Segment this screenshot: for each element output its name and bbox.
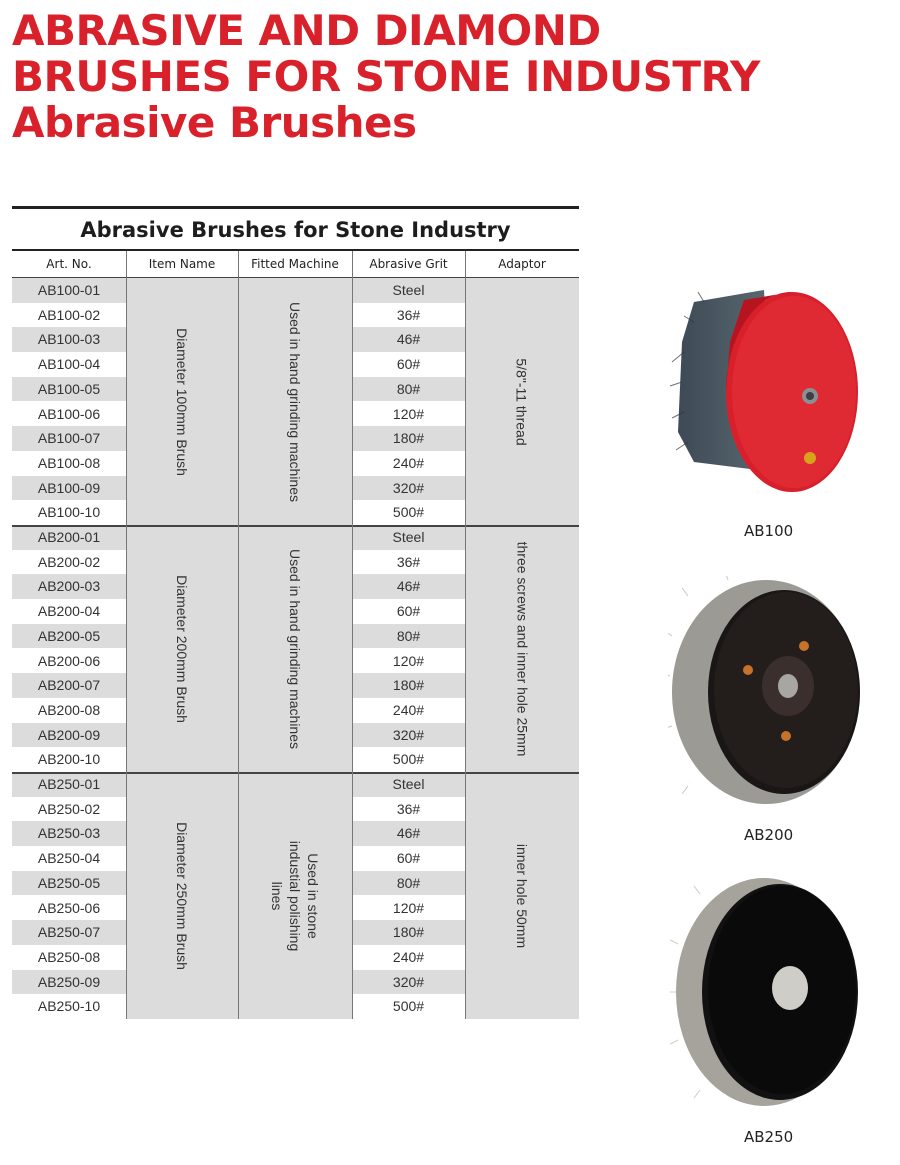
grit-cell: 320# [392,973,425,990]
product-photo-ab100 [664,282,864,504]
ab250-brush-image [670,874,864,1110]
art-no-cell: AB100-07 [37,430,101,447]
grit-cell: 80# [396,874,421,891]
column-header: Abrasive Grit [369,257,448,271]
art-no-cell: AB200-05 [37,627,101,644]
grit-cell: 320# [392,479,425,496]
adaptor-cell-text: three screws and inner hole 25mm [514,541,530,756]
column-divider [238,251,239,1019]
art-no-cell: AB200-10 [37,751,101,768]
art-no-cell: AB200-08 [37,701,101,718]
item-name-cell [126,525,238,772]
art-no-cell: AB100-06 [37,405,101,422]
art-no-cell: AB250-04 [37,850,101,867]
art-no-cell: AB100-03 [37,331,101,348]
art-no-cell: AB200-03 [37,578,101,595]
item-name-cell [126,278,238,525]
grit-cell: 240# [392,454,425,471]
column-header: Adaptor [498,257,546,271]
grit-cell: 36# [396,306,421,323]
adaptor-cell-text: 5/8"-11 thread [514,357,530,446]
grit-cell: 46# [396,578,421,595]
fitted-machine-cell-text: Used in hand grinding machines [287,301,304,502]
grit-cell: 36# [396,800,421,817]
caption-ab200: AB200 [744,826,794,844]
grit-cell: 80# [396,627,421,644]
fitted-machine-cell [238,525,352,772]
art-no-cell: AB200-07 [37,677,101,694]
grit-cell: 180# [392,924,425,941]
adaptor-cell-text: inner hole 50mm [514,843,530,948]
art-no-cell: AB250-02 [37,800,101,817]
title-line-2: BRUSHES FOR STONE INDUSTRY [12,52,760,101]
art-no-cell: AB250-01 [37,776,101,792]
grit-cell: Steel [392,776,425,792]
art-no-cell: AB250-07 [37,924,101,941]
item-name-cell-text: Diameter 200mm Brush [174,574,191,723]
art-no-cell: AB100-02 [37,306,101,323]
grit-cell: 320# [392,726,425,743]
title-line-1: ABRASIVE AND DIAMOND [12,6,601,55]
art-no-cell: AB250-05 [37,874,101,891]
art-no-cell: AB250-03 [37,825,101,842]
column-divider [126,251,127,1019]
art-no-cell: AB100-08 [37,454,101,471]
grit-cell: 120# [392,405,425,422]
art-no-cell: AB200-02 [37,553,101,570]
art-no-cell: AB200-06 [37,652,101,669]
grit-cell: 240# [392,701,425,718]
fitted-machine-cell [238,772,352,1019]
grit-cell: 500# [392,998,425,1015]
caption-ab100: AB100 [744,522,794,540]
art-no-cell: AB200-09 [37,726,101,743]
grit-cell: Steel [392,282,425,298]
grit-cell: 240# [392,948,425,965]
column-divider [352,251,353,1019]
art-no-cell: AB200-04 [37,603,101,620]
grit-cell: 60# [396,356,421,373]
adaptor-cell [465,278,579,525]
art-no-cell: AB100-05 [37,380,101,397]
column-divider [465,251,466,1019]
product-photo-ab200 [668,576,868,808]
grit-cell: 120# [392,899,425,916]
ab200-brush-image [668,576,868,808]
product-photo-ab250 [670,874,864,1110]
grit-cell: 500# [392,751,425,768]
grit-cell: 120# [392,652,425,669]
column-header: Fitted Machine [251,257,339,271]
table-title: Abrasive Brushes for Stone Industry [80,218,511,242]
grit-cell: 180# [392,430,425,447]
grit-cell: 80# [396,380,421,397]
grit-cell: 500# [392,504,425,521]
fitted-machine-cell-text: Used in hand grinding machines [287,548,304,749]
grit-cell: Steel [392,529,425,545]
art-no-cell: AB100-01 [37,282,101,298]
column-header: Art. No. [46,257,92,271]
page-header [12,8,872,146]
art-no-cell: AB250-06 [37,899,101,916]
grit-cell: 36# [396,553,421,570]
title-line-3: Abrasive Brushes [12,98,417,147]
grit-cell: 60# [396,603,421,620]
table-grid [12,251,579,1071]
item-name-cell-text: Diameter 100mm Brush [174,327,191,476]
grit-cell: 60# [396,850,421,867]
grit-cell: 180# [392,677,425,694]
art-no-cell: AB200-01 [37,529,101,545]
grit-cell: 46# [396,331,421,348]
item-name-cell-text: Diameter 250mm Brush [174,821,191,970]
adaptor-cell [465,525,579,772]
fitted-machine-cell [238,278,352,525]
ab100-brush-image [664,282,864,504]
column-header: Item Name [148,257,216,271]
art-no-cell: AB250-08 [37,948,101,965]
adaptor-cell [465,772,579,1019]
art-no-cell: AB250-10 [37,998,101,1015]
art-no-cell: AB100-04 [37,356,101,373]
product-table [12,206,579,1071]
caption-ab250: AB250 [744,1128,794,1146]
fitted-machine-cell-text: Used in stone industial polishing lines [269,840,321,951]
art-no-cell: AB250-09 [37,973,101,990]
art-no-cell: AB100-10 [37,504,101,521]
grit-cell: 46# [396,825,421,842]
item-name-cell [126,772,238,1019]
art-no-cell: AB100-09 [37,479,101,496]
